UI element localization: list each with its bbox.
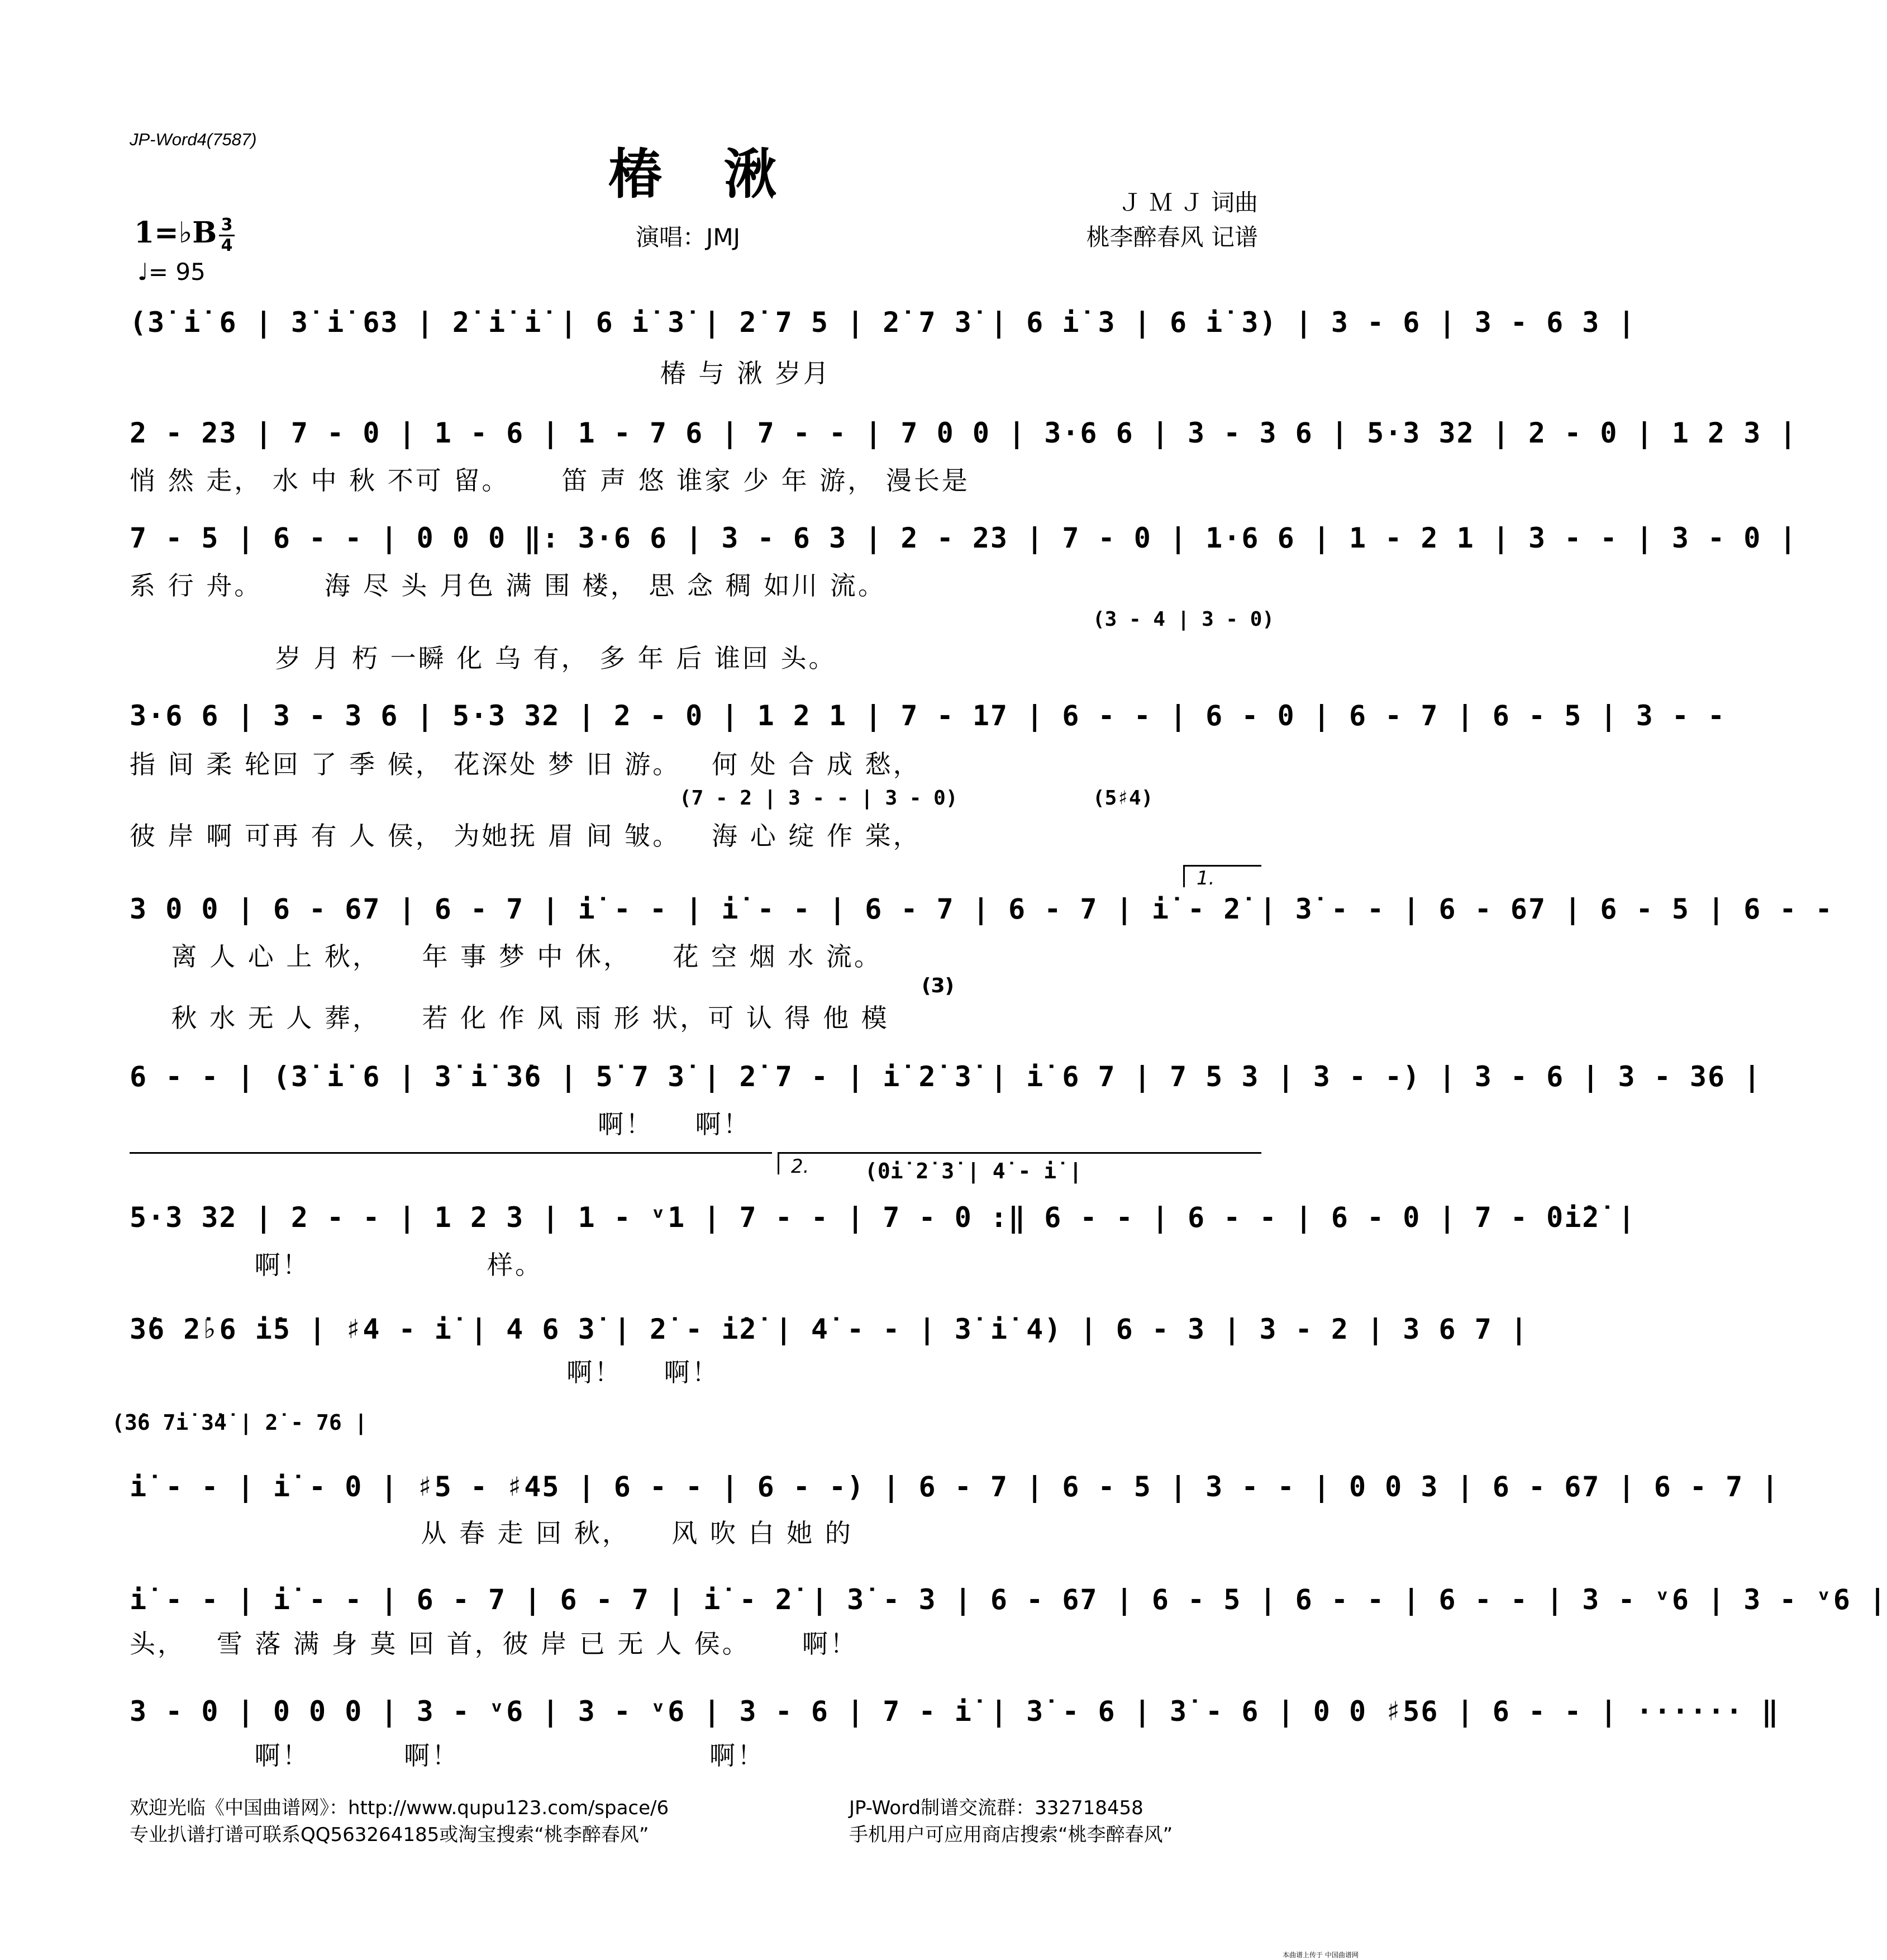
score-line-4: 3·6 6 | 3 - 3 6 | 5·3 32 | 2 - 0 | 1 2 1 | 7 - 17 | 6 - - | 6 - 0 | 6 - 7 | 6 - 5 | 3 - - — [130, 700, 1726, 732]
score-line-8: 3̇6 2̇♭6 i̇5 | ♯4 - i̇ | 4 6 3̇ | 2̇ - i̇2̇ | 4̇ - - | 3̇ i̇ 4) | 6 - 3 | 3 - 2 | 3 6 7 | — [130, 1313, 1528, 1345]
key-signature: 1=♭B — [134, 216, 217, 250]
source-label: JP-Word4(7587) — [130, 130, 257, 149]
score-line-7: 5·3 32 | 2 - - | 1 2 3 | 1 - ᵛ1 | 7 - - | 7 - 0 :‖ 6 - - | 6 - - | 6 - 0 | 7 - 0i̇2̇ | — [130, 1201, 1636, 1234]
alt-ending-9: (3̇6 7i̇ 3̇4̇ | 2̇ - 76 | — [112, 1410, 368, 1435]
score-line-9: i̇ - - | i̇ - 0 | ♯5 - ♯45 | 6 - - | 6 - -) | 6 - 7 | 6 - 5 | 3 - - | 0 0 3 | 6 - 67 | 6 - 7 | — [130, 1471, 1780, 1503]
composer-credit: Ｊ Ｍ Ｊ 词曲 — [1118, 189, 1258, 216]
footer-group: JP-Word制谱交流群：332718458 — [849, 1797, 1143, 1819]
score-line-10: i̇ - - | i̇ - - | 6 - 7 | 6 - 7 | i̇ - 2̇ | 3̇ - 3 | 6 - 67 | 6 - 5 | 6 - - | 6 - - | 3 - ᵛ6 | 3 - ᵛ6 | — [130, 1583, 1887, 1616]
notator-credit: 桃李醉春风 记谱 — [1086, 223, 1258, 251]
score-line-1: (3̇ i̇ 6 | 3̇ i̇ 63 | 2̇ i̇ i̇ | 6 i̇ 3̇ | 2̇ 7 5 | 2̇ 7 3̇ | 6 i̇ 3 | 6 i̇ 3) | 3 - 6 | 3 - 6 3 | — [130, 306, 1636, 339]
alt-ending-4a: (7 - 2 | 3 - - | 3 - 0) — [679, 787, 958, 810]
lyrics-line-9: 从 春 走 回 秋， 风 吹 白 她 的 — [130, 1518, 853, 1548]
lyrics-line-3b: 岁 月 朽 一瞬 化 乌 有， 多 年 后 谁回 头。 — [130, 643, 837, 673]
lyrics-line-3a: 系 行 舟。 海 尽 头 月色 满 围 楼， 思 念 稠 如川 流。 — [130, 570, 886, 601]
footer-contact: 专业扒谱打谱可联系QQ563264185或淘宝搜索“桃李醉春风” — [130, 1824, 649, 1846]
volta-2: 2. — [791, 1155, 809, 1178]
time-signature — [219, 217, 235, 254]
lyrics-line-10: 头， 雪 落 满 身 莫 回 首，彼 岸 已 无 人 侯。 啊！ — [130, 1629, 858, 1659]
score-line-6: 6 - - | (3̇ i̇ 6 | 3̇ i̇ 3̇6 | 5̇ 7 3̇ | 2̇ 7 - | i̇ 2̇ 3̇ | i̇ 6 7 | 7 5 3 | 3 - -) | 3 - 6 | 3 - 36 | — [130, 1060, 1762, 1093]
alt-ending-5: (3) — [922, 974, 954, 997]
footer-app: 手机用户可应用商店搜索“桃李醉春风” — [849, 1824, 1173, 1846]
lyrics-line-4b: 彼 岸 啊 可再 有 人 侯， 为她抚 眉 间 皱。 海 心 绽 作 棠， — [130, 821, 921, 851]
lyrics-line-4a: 指 间 柔 轮回 了 季 候， 花深处 梦 旧 游。 何 处 合 成 愁， — [130, 749, 921, 779]
score-line-11: 3 - 0 | 0 0 0 | 3 - ᵛ6 | 3 - ᵛ6 | 3 - 6 | 7 - i̇ | 3̇ - 6 | 3̇ - 6 | 0 0 ♯56 | 6 - - | ······ ‖ — [130, 1695, 1780, 1728]
meter-bottom: 4 — [221, 236, 233, 255]
lyrics-line-8: 啊！ 啊！ — [130, 1357, 720, 1387]
song-title: 椿湫 — [608, 142, 838, 206]
lyrics-line-2: 悄 然 走， 水 中 秋 不可 留。 笛 声 悠 谁家 少 年 游， 漫长是 — [130, 465, 970, 496]
corner-watermark: 本曲谱上传于 中国曲谱网 — [1283, 1951, 1359, 1959]
lyrics-line-5b: 秋 水 无 人 葬， 若 化 作 风 雨 形 状，可 认 得 他 模 — [130, 1003, 889, 1033]
lyrics-line-1: 椿 与 湫 岁月 — [130, 358, 831, 388]
alt-ending-4b: (5♯4) — [1093, 787, 1154, 810]
singer-credit: 演唱：JMJ — [636, 223, 741, 251]
lyrics-line-11: 啊！ 啊！ 啊！ — [130, 1740, 765, 1771]
lyrics-line-6: 啊！ 啊！ — [130, 1109, 751, 1139]
tempo-mark: ♩= 95 — [137, 258, 206, 286]
lyrics-line-7: 啊！ 样。 — [130, 1250, 544, 1280]
volta-1: 1. — [1197, 867, 1215, 889]
lyrics-line-5a: 离 人 心 上 秋， 年 事 梦 中 休， 花 空 烟 水 流。 — [130, 941, 882, 972]
meter-top: 3 — [221, 215, 233, 235]
alt-ending-7: (0i̇ 2̇ 3̇ | 4̇ - i̇ | — [865, 1159, 1082, 1183]
alt-ending-3: (3 - 4 | 3 - 0) — [1093, 608, 1275, 631]
score-line-5: 3 0 0 | 6 - 67 | 6 - 7 | i̇ - - | i̇ - - | 6 - 7 | 6 - 7 | i̇ - 2̇ | 3̇ - - | 6 - 67 | 6 - 5 | 6 - - — [130, 893, 1833, 925]
score-line-3: 7 - 5 | 6 - - | 0 0 0 ‖: 3·6 6 | 3 - 6 3 | 2 - 23 | 7 - 0 | 1·6 6 | 1 - 2 1 | 3 - - | 3 - 0 | — [130, 522, 1798, 554]
footer-website: 欢迎光临《中国曲谱网》：http://www.qupu123.com/space/6 — [130, 1797, 669, 1819]
score-line-2: 2 - 23 | 7 - 0 | 1 - 6 | 1 - 7 6 | 7 - - | 7 0 0 | 3·6 6 | 3 - 3 6 | 5·3 32 | 2 - 0 | 1 2 3 | — [130, 417, 1798, 449]
